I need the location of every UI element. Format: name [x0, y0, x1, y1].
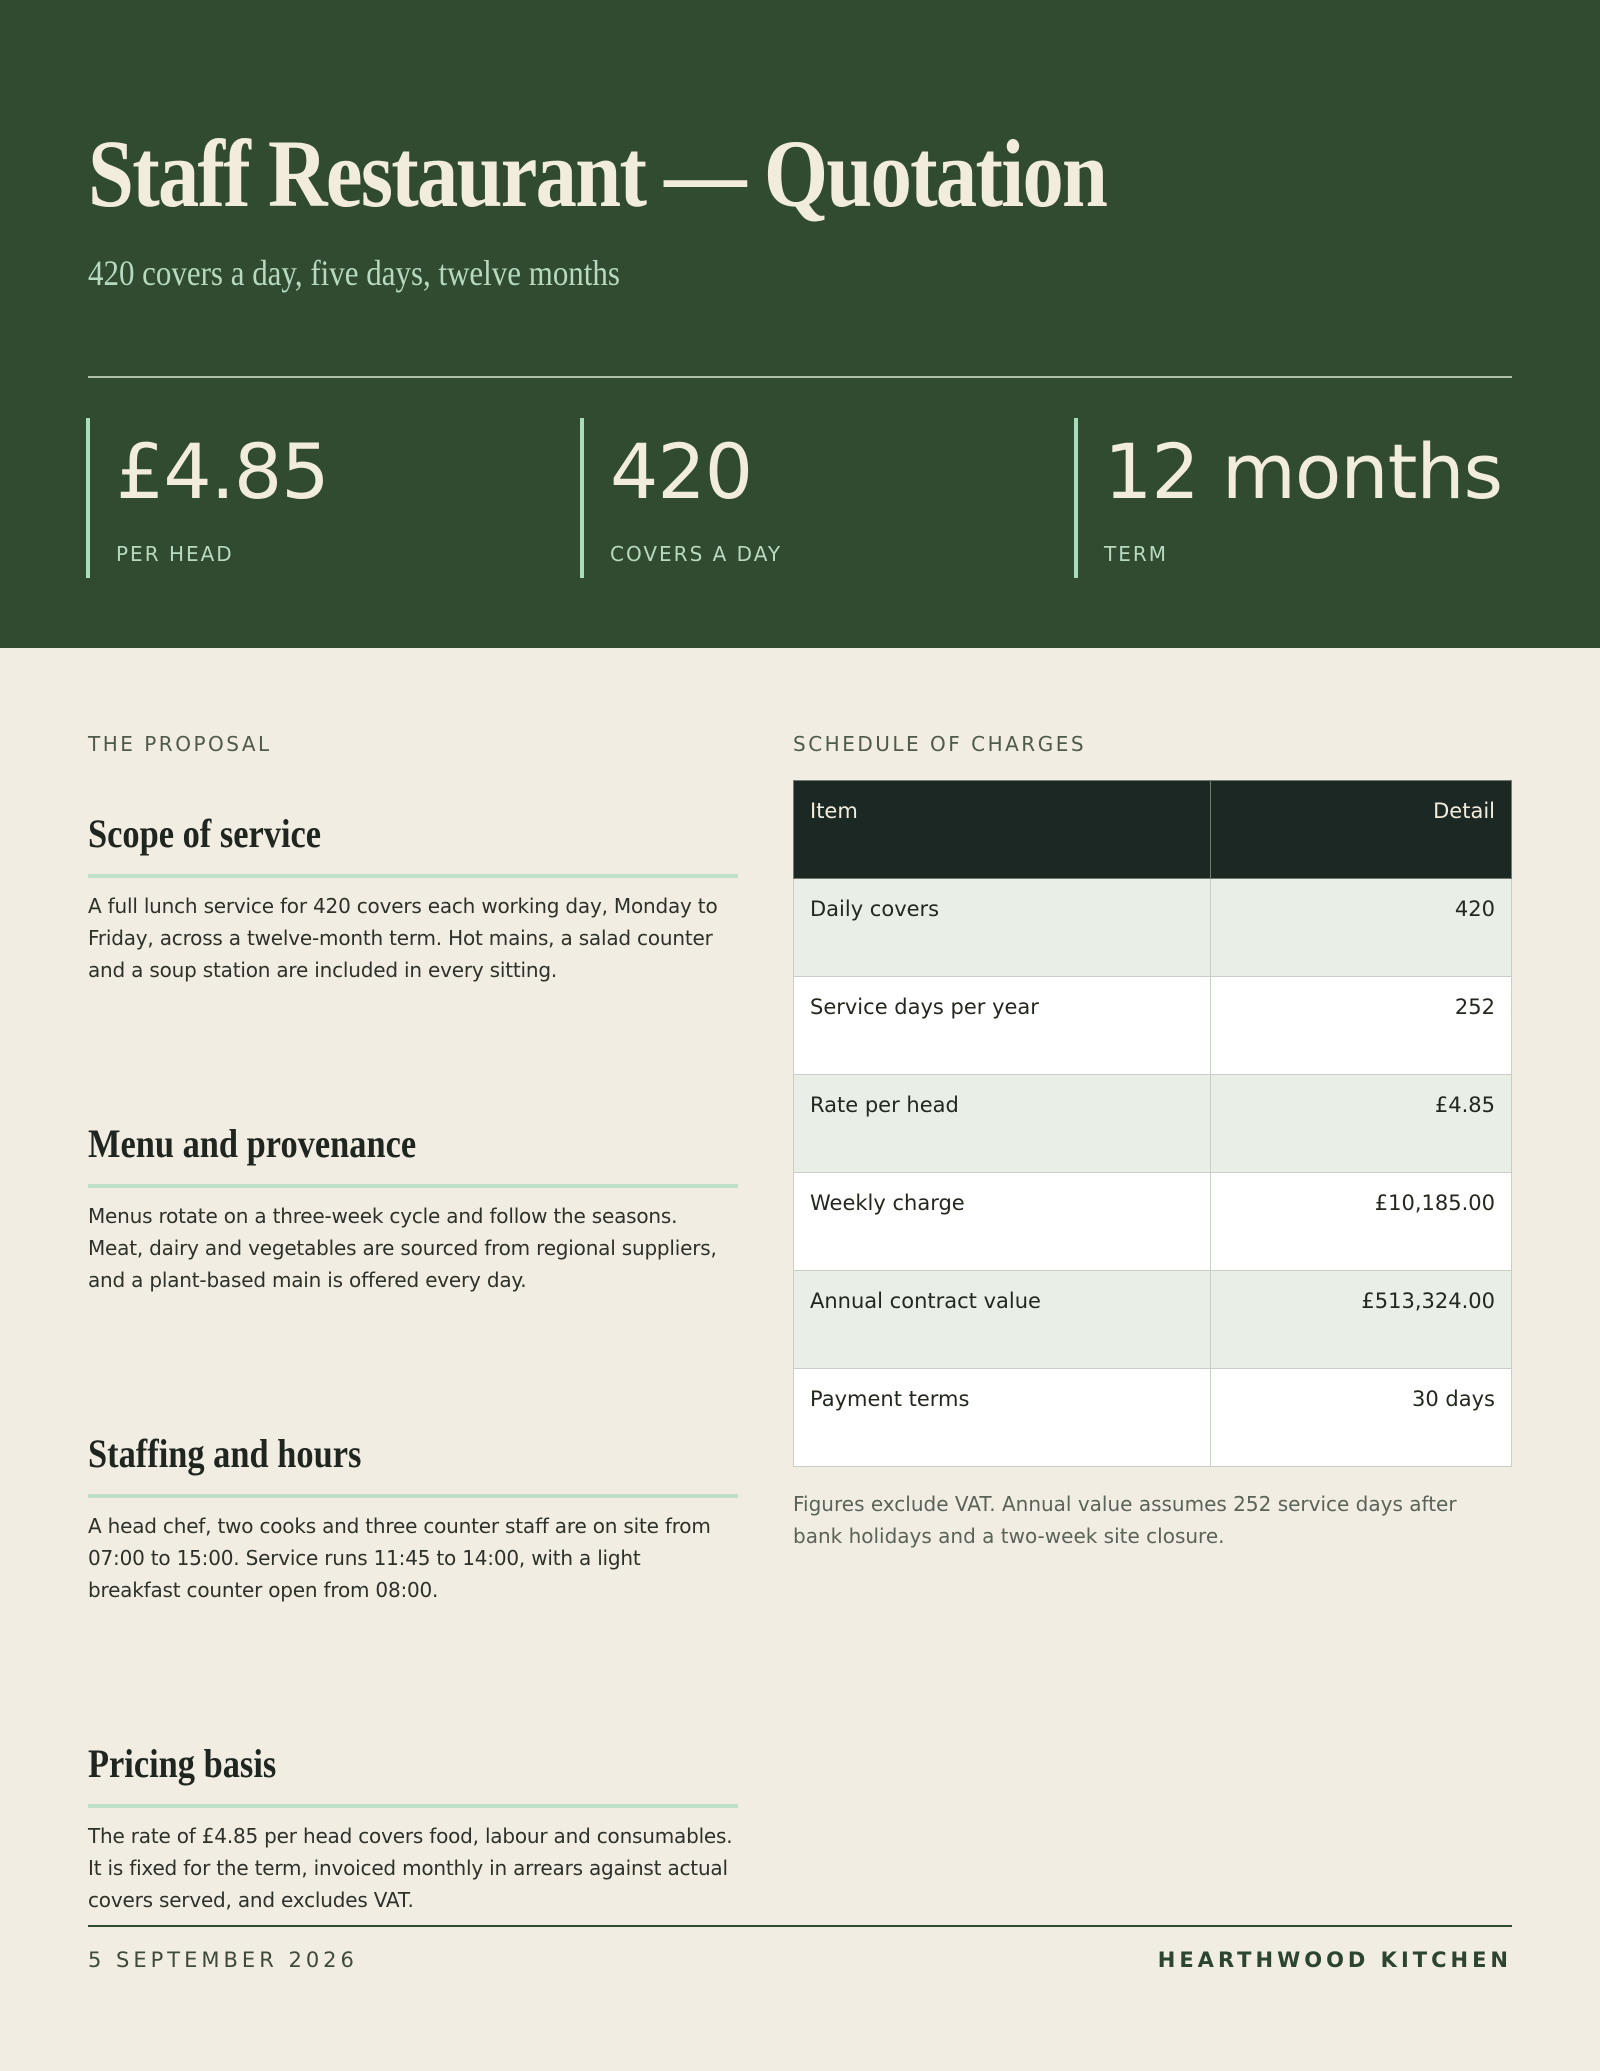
section-body: Menus rotate on a three-week cycle and follow the seasons. Meat, dairy and vegetables are sourced from regional suppliers, and a plant-based main is offered every day.: [88, 1204, 717, 1292]
row-item: Service days per year: [794, 977, 1211, 1075]
footer-brand: HEARTHWOOD KITCHEN: [1157, 1948, 1512, 1972]
stat-label: TERM: [1104, 542, 1169, 566]
section-staffing: [88, 1430, 738, 1606]
charges-note: Figures exclude VAT. Annual value assumes 252 service days after bank holidays and a two-week site closure.: [793, 1492, 1457, 1548]
page-title: Staff Restaurant — Quotation: [88, 120, 1107, 227]
table-row: [794, 1075, 1512, 1173]
section-menu: [88, 1120, 738, 1296]
row-detail: £10,185.00: [1211, 1173, 1512, 1271]
row-detail: 420: [1211, 879, 1512, 977]
row-detail: £4.85: [1211, 1075, 1512, 1173]
stat-value: 12 months: [1104, 427, 1503, 516]
row-item: Rate per head: [794, 1075, 1211, 1173]
header-band: [0, 0, 1600, 648]
table-row: [794, 1271, 1512, 1369]
stat-value: 420: [610, 427, 753, 516]
proposal-eyebrow: THE PROPOSAL: [88, 732, 272, 756]
section-scope: [88, 810, 738, 986]
charges-eyebrow: SCHEDULE OF CHARGES: [793, 732, 1087, 756]
section-title: Staffing and hours: [88, 1431, 362, 1476]
header-divider: [88, 376, 1512, 378]
stat-per-head: [86, 418, 329, 578]
table-row: [794, 977, 1512, 1075]
row-item: Annual contract value: [794, 1271, 1211, 1369]
row-detail: £513,324.00: [1211, 1271, 1512, 1369]
section-title: Menu and provenance: [88, 1121, 417, 1166]
table-row: [794, 1369, 1512, 1467]
section-body: A head chef, two cooks and three counter staff are on site from 07:00 to 15:00. Service runs 11:45 to 14:00, with a light breakfast counter open from 08:00.: [88, 1514, 711, 1602]
section-body: A full lunch service for 420 covers each working day, Monday to Friday, across a twelve-month term. Hot mains, a salad counter and a soup station are included in every sitting.: [88, 894, 718, 982]
table-header-row: [794, 781, 1512, 879]
stat-covers: [580, 418, 782, 578]
table-row: [794, 879, 1512, 977]
row-item: Weekly charge: [794, 1173, 1211, 1271]
column-header-detail: Detail: [1211, 781, 1512, 879]
section-divider: [88, 1494, 738, 1498]
stat-value: £4.85: [116, 427, 329, 516]
stat-label: COVERS A DAY: [610, 542, 783, 566]
charges-table: [793, 780, 1512, 1467]
footer-date: 5 SEPTEMBER 2026: [88, 1948, 358, 1972]
stat-label: PER HEAD: [116, 542, 234, 566]
section-divider: [88, 874, 738, 878]
section-divider: [88, 1804, 738, 1808]
section-pricing: [88, 1740, 738, 1916]
table-row: [794, 1173, 1512, 1271]
page-subtitle: 420 covers a day, five days, twelve months: [88, 253, 620, 293]
column-header-item: Item: [794, 781, 1211, 879]
row-item: Daily covers: [794, 879, 1211, 977]
row-detail: 30 days: [1211, 1369, 1512, 1467]
row-item: Payment terms: [794, 1369, 1211, 1467]
section-body: The rate of £4.85 per head covers food, labour and consumables. It is fixed for the term, invoiced monthly in arrears against actual covers served, and excludes VAT.: [88, 1824, 733, 1912]
row-detail: 252: [1211, 977, 1512, 1075]
stat-term: [1074, 418, 1502, 578]
section-title: Scope of service: [88, 811, 322, 856]
footer-divider: [88, 1925, 1512, 1927]
section-divider: [88, 1184, 738, 1188]
section-title: Pricing basis: [88, 1741, 277, 1786]
